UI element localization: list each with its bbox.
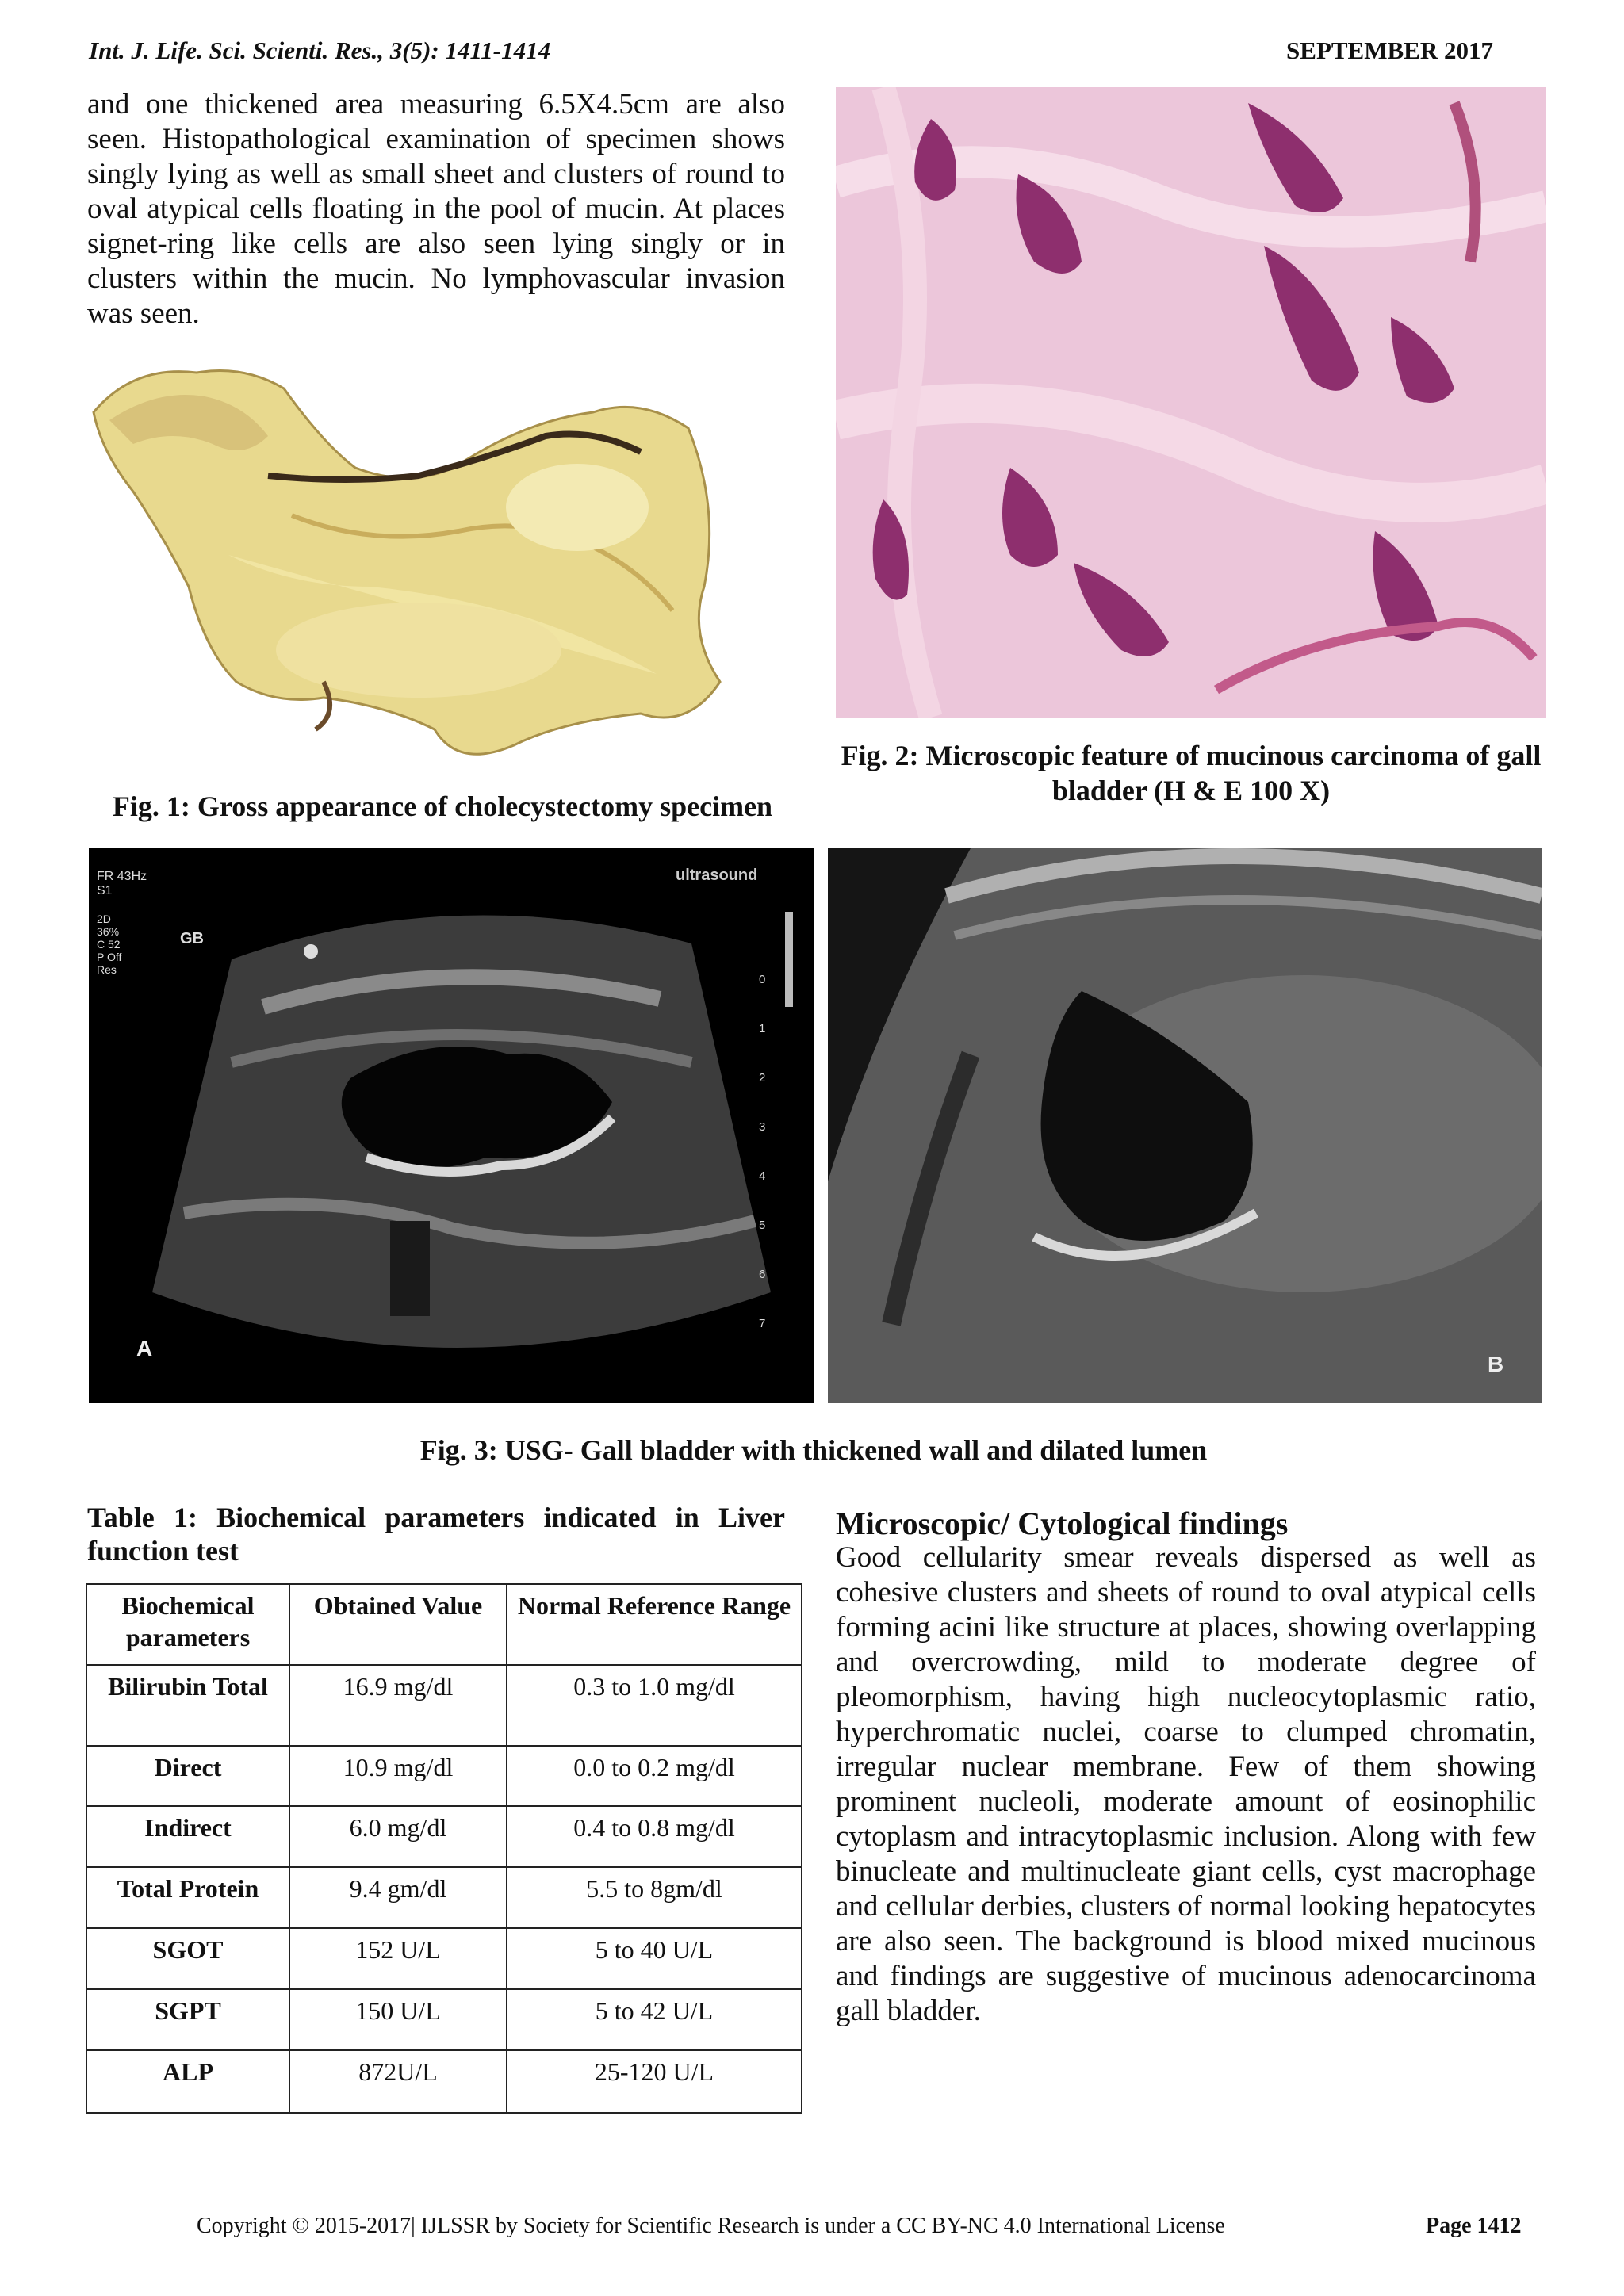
table-row [86, 1665, 802, 1746]
table-row [86, 1928, 802, 1989]
fig3-caption: Fig. 3: USG- Gall bladder with thickened wall and dilated lumen [419, 1434, 1208, 1466]
usg-setting-4: 36% [97, 925, 120, 938]
row-value: 152 U/L [289, 1928, 507, 1989]
row-parameter: Total Protein [86, 1867, 289, 1928]
row-range: 5 to 40 U/L [507, 1928, 802, 1989]
ultrasound-panel-a [89, 848, 814, 1403]
row-parameter: SGOT [86, 1928, 289, 1989]
row-range: 0.3 to 1.0 mg/dl [507, 1665, 802, 1746]
row-value: 150 U/L [289, 1989, 507, 2050]
findings-heading: Microscopic/ Cytological findings [836, 1506, 1289, 1541]
row-parameter: Bilirubin Total [86, 1665, 289, 1746]
intro-paragraph: and one thickened area measuring 6.5X4.5cm are also seen. Histopathological examination of specimen shows singly lying as well as small sheet and clusters of round to oval atypical cells floating in the pool of mucin. At places signet-ring like cells are also seen lying singly or in clusters within the mucin. No lymphovascular invasion was seen. [87, 88, 785, 330]
usg-setting-5: C 52 [97, 938, 121, 951]
usg-setting-7: Res [97, 963, 117, 976]
usg-setting-0: FR 43Hz [97, 870, 147, 883]
row-value: 872U/L [289, 2050, 507, 2113]
depth-tick-6: 6 [759, 1268, 766, 1281]
usg-organ-label: GB [180, 930, 204, 947]
header-parameter: Biochemical parameters [86, 1584, 289, 1665]
row-range: 0.4 to 0.8 mg/dl [507, 1806, 802, 1867]
usg-setting-3: 2D [97, 913, 111, 925]
table-title: Table 1: Biochemical parameters indicated in Liver function test [87, 1502, 785, 1567]
row-range: 5 to 42 U/L [507, 1989, 802, 2050]
row-parameter: ALP [86, 2050, 289, 2113]
row-value: 6.0 mg/dl [289, 1806, 507, 1867]
gross-specimen-photo [86, 349, 799, 777]
table-row [86, 1806, 802, 1867]
row-range: 5.5 to 8gm/dl [507, 1867, 802, 1928]
table-row [86, 1867, 802, 1928]
liver-function-table [86, 1583, 802, 2114]
row-value: 9.4 gm/dl [289, 1867, 507, 1928]
panel-label-b: B [1488, 1352, 1504, 1376]
row-parameter: Direct [86, 1746, 289, 1806]
findings-paragraph: Good cellularity smear reveals dispersed as well as cohesive clusters and sheets of round to oval atypical cells forming acini like structure at places, showing overlapping and overcrowding, mild to moderate degree of pleomorphism, having high nucleocytoplasmic ratio, hyperchromatic nuclei, coarse to clumped chromatin, irregular nuclear membrane. Few of them showing prominent nucleoli, moderate amount of eosinophilic cytoplasm and intracytoplasmic inclusion. Along with few binucleate and multinucleate giant cells, cyst macrophage and cellular derbies, clusters of normal looking hepatocytes are also seen. The background is blood mixed mucinous and findings are suggestive of mucinous adenocarcinoma gall bladder. [836, 1541, 1536, 2027]
fig1-caption: Fig. 1: Gross appearance of cholecystectomy specimen [112, 790, 773, 822]
table-header-row [86, 1584, 802, 1665]
depth-tick-7: 7 [759, 1317, 766, 1330]
depth-tick-1: 1 [759, 1022, 766, 1035]
histology-micrograph [836, 87, 1546, 718]
row-parameter: SGPT [86, 1989, 289, 2050]
usg-setting-1: S1 [97, 884, 113, 897]
issue-date: SEPTEMBER 2017 [1286, 36, 1493, 64]
usg-brand: ultrasound [676, 867, 758, 884]
page-number: Page 1412 [1426, 2214, 1522, 2238]
row-value: 16.9 mg/dl [289, 1665, 507, 1746]
depth-tick-0: 0 [759, 973, 766, 986]
panel-label-a: A [136, 1336, 153, 1360]
header-range: Normal Reference Range [507, 1584, 802, 1665]
copyright-notice: Copyright © 2015-2017| IJLSSR by Society for Scientific Research is under a CC BY-NC 4.0 International License [197, 2214, 1225, 2238]
depth-tick-2: 2 [759, 1071, 766, 1085]
table-row [86, 2050, 802, 2113]
row-value: 10.9 mg/dl [289, 1746, 507, 1806]
fig2-caption: Fig. 2: Microscopic feature of mucinous carcinoma of gall bladder (H & E 100 X) [841, 740, 1542, 806]
header-value: Obtained Value [289, 1584, 507, 1665]
ultrasound-panel-b [828, 848, 1542, 1403]
row-range: 25-120 U/L [507, 2050, 802, 2113]
usg-setting-6: P Off [97, 951, 122, 963]
journal-citation: Int. J. Life. Sci. Scienti. Res., 3(5): 1411-1414 [89, 36, 551, 64]
row-parameter: Indirect [86, 1806, 289, 1867]
depth-tick-4: 4 [759, 1169, 766, 1183]
table-row [86, 1746, 802, 1806]
table-row [86, 1989, 802, 2050]
depth-tick-5: 5 [759, 1219, 766, 1232]
row-range: 0.0 to 0.2 mg/dl [507, 1746, 802, 1806]
depth-tick-3: 3 [759, 1120, 766, 1134]
